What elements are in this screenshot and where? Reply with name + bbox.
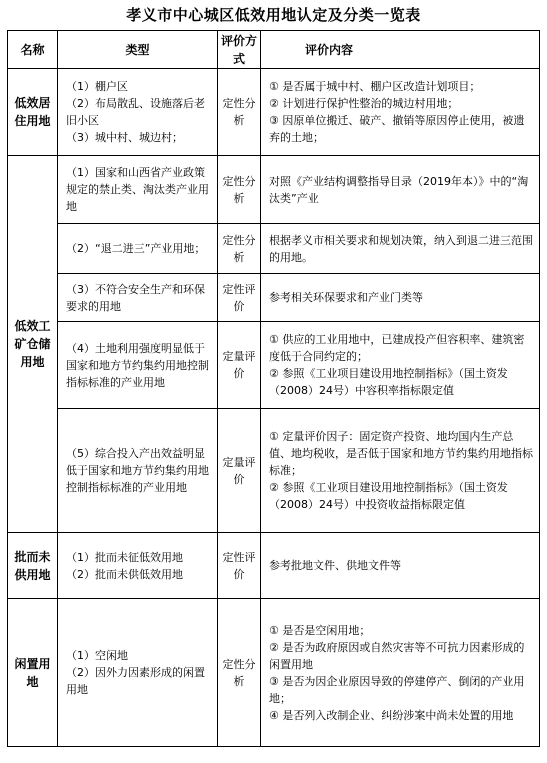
table-row xyxy=(8,409,540,533)
document-title: 孝义市中心城区低效用地认定及分类一览表 xyxy=(126,6,421,24)
type-cell xyxy=(58,599,218,747)
type-line: （3）城中村、城边村； xyxy=(66,131,183,144)
type-line: （4）土地利用强度明显低于国家和地方节约集约用地控制指标标准的产业用地 xyxy=(66,341,209,389)
method-cell: 定性评价 xyxy=(218,533,261,599)
content-cell xyxy=(261,409,540,533)
type-cell xyxy=(58,533,218,599)
content-cell xyxy=(261,599,540,747)
table-row xyxy=(8,322,540,409)
method-cell: 定性分析 xyxy=(218,224,261,274)
type-line: （3）不符合安全生产和环保要求的用地 xyxy=(66,282,205,313)
content-cell xyxy=(261,224,540,274)
content-line: 参考相关环保要求和产业门类等 xyxy=(269,291,423,304)
method-cell: 定量评价 xyxy=(218,322,261,409)
type-cell xyxy=(58,156,218,224)
content-line: 根据孝义市相关要求和规划决策，纳入到退二进三范围的用地。 xyxy=(269,233,533,264)
content-line: ① 是否是空闲用地； xyxy=(269,623,371,637)
content-line: 参考批地文件、供地文件等 xyxy=(269,559,401,572)
content-line: ② 参照《工业项目建设用地控制指标》（国土资发（2008）24号）中容积率指标限定值 xyxy=(269,367,508,397)
type-line: （1）空闲地 xyxy=(66,649,128,662)
method-cell: 定性分析 xyxy=(218,69,261,156)
type-line: （2）布局散乱、设施落后老旧小区 xyxy=(66,97,205,127)
header-type: 类型 xyxy=(58,31,218,69)
type-line: （2）因外力因素形成的闲置用地 xyxy=(66,666,205,696)
header-content: 评价内容 xyxy=(261,31,540,69)
content-line: ② 参照《工业项目建设用地控制指标》（国土资发（2008）24号）中投资收益指标限定值 xyxy=(269,481,508,511)
type-line: （1）批而未征低效用地 xyxy=(66,550,183,564)
header-name: 名称 xyxy=(8,31,58,69)
content-cell xyxy=(261,322,540,409)
header-row xyxy=(8,31,540,69)
type-cell xyxy=(58,409,218,533)
type-cell xyxy=(58,224,218,274)
table-row xyxy=(8,599,540,747)
content-line: ② 是否为政府原因或自然灾害等不可抗力因素形成的闲置用地 xyxy=(269,640,525,671)
table-row xyxy=(8,224,540,274)
type-line: （1）棚户区 xyxy=(66,80,128,93)
land-classification-table xyxy=(7,30,540,747)
table-row xyxy=(8,274,540,322)
category-name: 闲置用地 xyxy=(8,599,58,747)
type-line: （2）批而未供低效用地 xyxy=(66,567,183,581)
content-line: ④ 是否列入改制企业、纠纷涉案中尚未处置的用地 xyxy=(269,708,514,722)
content-line: ① 定量评价因子：固定资产投资、地均国内生产总值、地均税收，是否低于国家和地方节约集约用地指标标准； xyxy=(269,430,533,477)
content-cell xyxy=(261,156,540,224)
content-cell xyxy=(261,69,540,156)
type-line: （2）“退二进三”产业用地； xyxy=(66,242,206,255)
method-cell: 定性分析 xyxy=(218,599,261,747)
content-line: ③ 是否为因企业原因导致的停建停产、倒闭的产业用地； xyxy=(269,674,525,705)
method-cell: 定性评价 xyxy=(218,274,261,322)
table-row xyxy=(8,533,540,599)
content-line: ① 供应的工业用地中，已建成投产但容积率、建筑密度低于合同约定的； xyxy=(269,333,525,363)
table-row xyxy=(8,69,540,156)
type-cell xyxy=(58,69,218,156)
header-method: 评价方式 xyxy=(218,31,261,69)
content-cell xyxy=(261,274,540,322)
content-line: ③ 因原单位搬迁、破产、撤销等原因停止使用，被遗弃的土地； xyxy=(269,114,525,144)
type-cell xyxy=(58,274,218,322)
content-cell xyxy=(261,533,540,599)
category-name: 低效居住用地 xyxy=(8,69,58,156)
content-line: ② 计划进行保护性整治的城边村用地； xyxy=(269,97,459,110)
type-cell xyxy=(58,322,218,409)
category-name: 低效工矿仓储用地 xyxy=(8,156,58,533)
method-cell: 定量评价 xyxy=(218,409,261,533)
content-line: ① 是否属于城中村、棚户区改造计划项目； xyxy=(269,80,481,93)
type-line: （1）国家和山西省产业政策规定的禁止类、淘汰类产业用地 xyxy=(66,166,209,213)
table-row xyxy=(8,156,540,224)
category-name: 批而未供用地 xyxy=(8,533,58,599)
method-cell: 定性分析 xyxy=(218,156,261,224)
type-line: （5）综合投入产出效益明显低于国家和地方节约集约用地控制指标标准的产业用地 xyxy=(66,447,209,494)
content-line: 对照《产业结构调整指导目录（2019年本）》中的“淘汰类”产业 xyxy=(269,174,529,205)
